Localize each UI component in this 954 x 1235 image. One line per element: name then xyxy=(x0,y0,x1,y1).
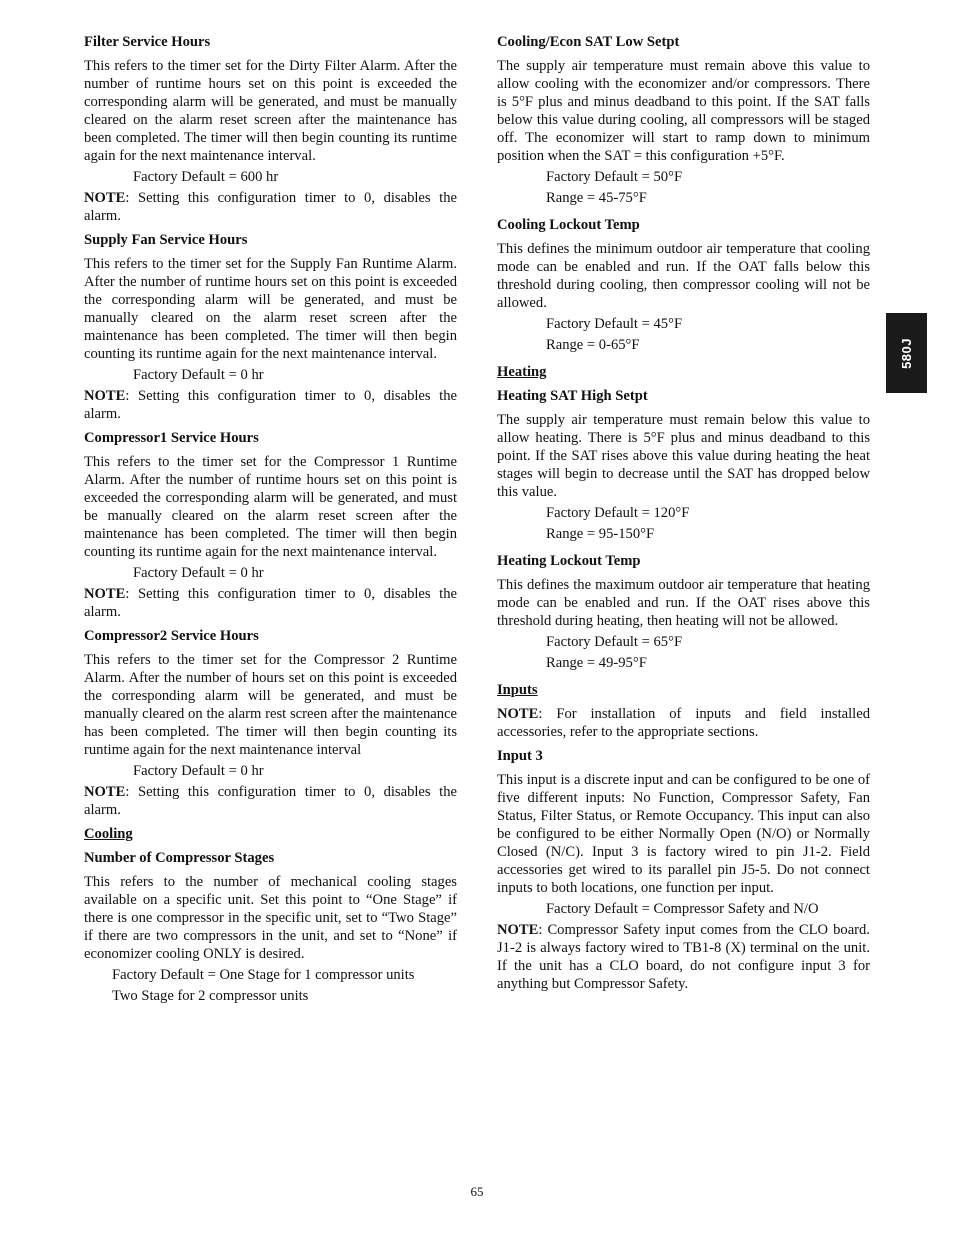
sat-low-range: Range = 45-75°F xyxy=(546,190,647,206)
cooling-lockout-factory-default: Factory Default = 45°F xyxy=(546,316,683,332)
heating-lockout-body: This defines the maximum outdoor air temperature that heating mode can be enabled and run. If the OAT rises above this threshold during heating, then heating will not be allowed. xyxy=(497,577,870,629)
side-tab-label: 580J xyxy=(898,337,914,369)
heating-lockout-factory-default: Factory Default = 65°F xyxy=(546,634,683,650)
sat-low-factory-default: Factory Default = 50°F xyxy=(546,169,683,185)
cooling-lockout-body: This defines the minimum outdoor air temperature that cooling mode can be enabled and run. If the OAT falls below this threshold during cooling, then compressor cooling will not be allowed. xyxy=(497,241,870,311)
compressor-stages-default-1: Factory Default = One Stage for 1 compressor units xyxy=(112,967,415,983)
compressor-stages-default-2: Two Stage for 2 compressor units xyxy=(112,988,309,1004)
sat-low-setpt-heading: Cooling/Econ SAT Low Setpt xyxy=(497,34,680,50)
left-column xyxy=(84,33,457,1008)
compressor1-note: NOTE: Setting this configuration timer to 0, disables the alarm. xyxy=(84,586,457,620)
filter-factory-default: Factory Default = 600 hr xyxy=(133,169,279,185)
heating-lockout-range: Range = 49-95°F xyxy=(546,655,647,671)
compressor1-service-hours-heading: Compressor1 Service Hours xyxy=(84,430,259,446)
sat-low-setpt-body: The supply air temperature must remain above this value to allow cooling with the economizer and/or compressors. There is 5°F plus and minus deadband to this point. If the SAT falls below this value during cooling, all compressors will be staged off. The economizer will start to ramp down to minimum position when the SAT = this configuration +5°F. xyxy=(497,58,870,164)
filter-service-hours-heading: Filter Service Hours xyxy=(84,34,211,50)
heating-section-heading: Heating xyxy=(497,364,547,380)
compressor-stages-body: This refers to the number of mechanical cooling stages available on a specific unit. Set this point to “One Stage” if there is one compressor in the specific unit, set to “Two Stage” if there are two compressors in the unit, and set to “None” if economizer cooling ONLY is desired. xyxy=(84,874,457,962)
input3-body: This input is a discrete input and can be configured to be one of five different inputs: No Function, Compressor Safety, Fan Status, Filter Status, or Remote Occupancy. This input can also be configured to be either Normally Open (N/O) or Normally Closed (N/C). Input 3 is factory wired to pin J1-2. Field accessories get wired to its parallel pin J5-5. Do not connect inputs to both locations, one function per input. xyxy=(497,772,870,896)
compressor2-note: NOTE: Setting this configuration timer to 0, disables the alarm. xyxy=(84,784,457,818)
compressor2-service-hours-body: This refers to the timer set for the Compressor 2 Runtime Alarm. After the number of hours set on this point is exceeded the corresponding alarm will be generated, and must be manually cleared on the alarm rest screen after the maintenance has been completed. The timer will then begin counting its runtime again for the next maintenance interval xyxy=(84,652,457,758)
compressor-stages-heading: Number of Compressor Stages xyxy=(84,850,275,866)
cooling-section-heading: Cooling xyxy=(84,826,133,842)
sat-high-setpt-heading: Heating SAT High Setpt xyxy=(497,388,648,404)
cooling-lockout-range: Range = 0-65°F xyxy=(546,337,640,353)
inputs-note: NOTE: For installation of inputs and field installed accessories, refer to the appropriate sections. xyxy=(497,706,870,740)
input3-heading: Input 3 xyxy=(497,748,543,764)
compressor2-service-hours-heading: Compressor2 Service Hours xyxy=(84,628,259,644)
sat-high-range: Range = 95-150°F xyxy=(546,526,655,542)
cooling-lockout-heading: Cooling Lockout Temp xyxy=(497,217,640,233)
compressor2-factory-default: Factory Default = 0 hr xyxy=(133,763,264,779)
supply-fan-note: NOTE: Setting this configuration timer to 0, disables the alarm. xyxy=(84,388,457,422)
input3-factory-default: Factory Default = Compressor Safety and N/O xyxy=(546,901,819,917)
compressor1-factory-default: Factory Default = 0 hr xyxy=(133,565,264,581)
filter-service-hours-body: This refers to the timer set for the Dirty Filter Alarm. After the number of runtime hours set on this point is exceeded the corresponding alarm will be generated, and must be manually cleared on the alarm reset screen after the maintenance has been completed. The timer will then begin counting its runtime again for the next maintenance interval. xyxy=(84,58,457,164)
page-number: 65 xyxy=(470,1184,484,1199)
right-column xyxy=(497,33,870,999)
supply-fan-service-hours-heading: Supply Fan Service Hours xyxy=(84,232,248,248)
side-tab-model xyxy=(886,313,927,393)
supply-fan-service-hours-body: This refers to the timer set for the Supply Fan Runtime Alarm. After the number of runtime hours set on this point is exceeded the corresponding alarm will be generated, and must be manually cleared on the alarm reset screen after the maintenance has been completed. The timer will then begin counting its runtime again for the next maintenance interval. xyxy=(84,256,457,362)
sat-high-setpt-body: The supply air temperature must remain below this value to allow heating. There is 5°F plus and minus deadband to this point. If the SAT rises above this value during heating the heat stages will begin to decrease until the SAT has dropped below this value. xyxy=(497,412,870,500)
compressor1-service-hours-body: This refers to the timer set for the Compressor 1 Runtime Alarm. After the number of runtime hours set on this point is exceeded the corresponding alarm will be generated, and must be manually cleared on the alarm reset screen after the maintenance has been completed. The timer will then begin counting its runtime again for the next maintenance interval. xyxy=(84,454,457,560)
heating-lockout-heading: Heating Lockout Temp xyxy=(497,553,641,569)
filter-note: NOTE: Setting this configuration timer to 0, disables the alarm. xyxy=(84,190,457,224)
inputs-section-heading: Inputs xyxy=(497,682,538,698)
input3-note: NOTE: Compressor Safety input comes from the CLO board. J1-2 is always factory wired to TB1-8 (X) terminal on the unit. If the unit has a CLO board, do not configure input 3 for anything but Compressor Safety. xyxy=(497,922,870,992)
supply-fan-factory-default: Factory Default = 0 hr xyxy=(133,367,264,383)
sat-high-factory-default: Factory Default = 120°F xyxy=(546,505,690,521)
